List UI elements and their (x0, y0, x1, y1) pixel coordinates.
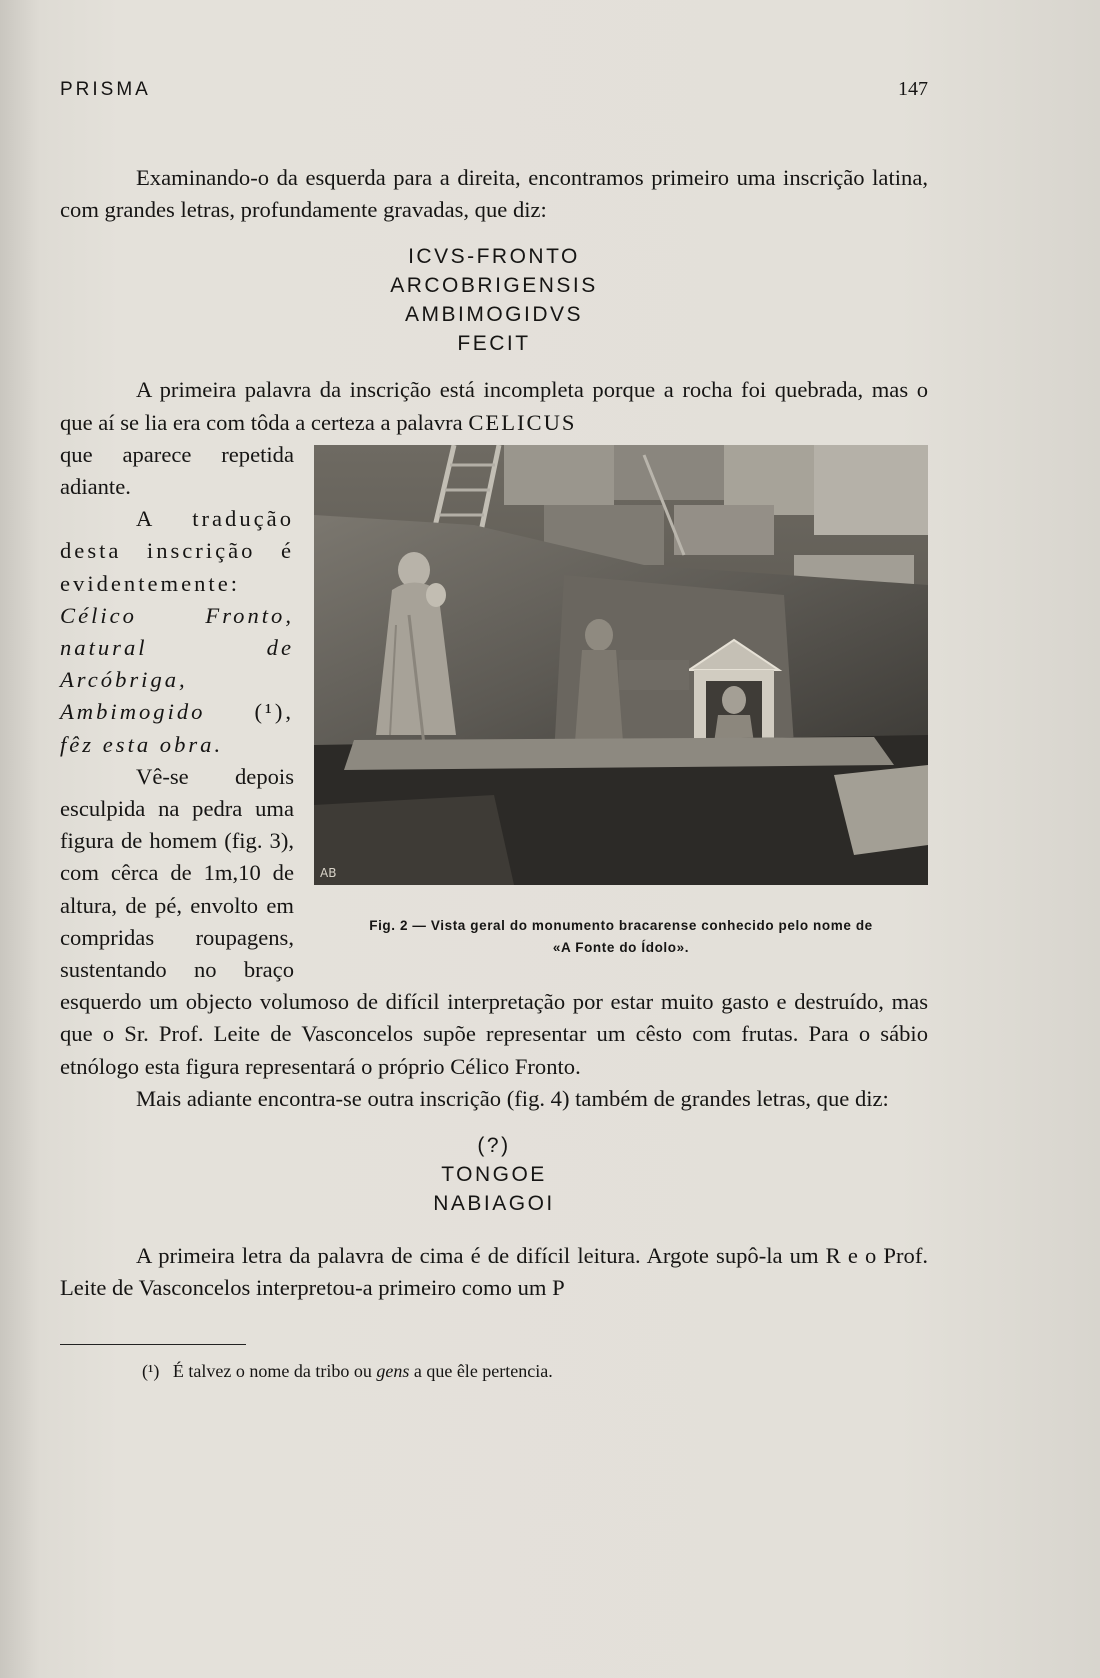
inscription-2-line: NABIAGOI (433, 1192, 555, 1216)
running-header (60, 78, 928, 101)
inscription-1-line: AMBIMOGIDVS (404, 303, 584, 327)
figure-caption-line: «A Fonte do Ídolo». (552, 939, 690, 955)
paragraph-3: A tradução desta inscrição é evidentemente: Célico Fronto, natural de Arcóbriga, Ambimogido (¹), fêz esta obra. (60, 506, 294, 757)
paragraph-2-text: A primeira palavra da inscrição está incompleta porque a rocha foi quebrada, mas o que aí se lia era com tôda a certeza a palavra (60, 377, 928, 435)
figure-caption (314, 915, 928, 959)
paragraph-3-end: fêz esta obra. (60, 731, 224, 757)
inscription-1-line: ARCOBRIGENSIS (390, 274, 598, 298)
paragraph-2-continued: que aparece repetida adiante. (60, 441, 294, 500)
footnote-text: É talvez o nome da tribo ou (172, 1361, 372, 1382)
figure-wrap-section (60, 374, 928, 1082)
paragraph-5: Mais adiante encontra-se outra inscrição (fig. 4) também de grandes letras, que diz: (136, 1085, 889, 1111)
running-title: PRISMA (60, 79, 151, 100)
figure-2 (314, 445, 928, 959)
footnote-reference: (¹) (254, 699, 286, 725)
paragraph-3-translation: Célico Fronto, natural de Arcóbriga, Ambimogido (60, 602, 294, 725)
figure-caption-line: Fig. 2 — Vista geral do monumento bracarense conhecido pelo nome de (369, 917, 873, 933)
inscription-2-line: TONGOE (441, 1163, 547, 1187)
photo-monogram: AB (320, 865, 337, 880)
paragraph-2 (60, 374, 928, 438)
monument-photo-drawing (314, 445, 928, 885)
footnote-marker: (¹) (142, 1361, 160, 1382)
page-number: 147 (898, 78, 928, 100)
paragraph-4: Vê-se depois esculpida na pedra uma figura de homem (fig. 3), com cêrca de 1m,10 de altura, de pé, envolto em compridas roupagens, sustentando no braço esquerdo um objecto volumoso de difícil interpretação por estar muito gasto e destruído, mas que o Sr. Prof. Leite de Vasconcelos supõe representar um cêsto com frutas. Para o sábio etnólogo esta figura representará o próprio Célico Fronto. (60, 763, 928, 1079)
inscription-2-line: (?) (477, 1134, 511, 1158)
footnote (60, 1359, 928, 1383)
footnote-italic: gens (376, 1361, 410, 1382)
paragraph-2-word: CELICUS (468, 409, 577, 435)
page-body (60, 162, 928, 1383)
footnote-text-end: a que êle pertencia. (413, 1361, 553, 1382)
inscription-1-line: FECIT (457, 332, 531, 356)
paragraph-1: Examinando-o da esquerda para a direita, encontramos primeiro uma inscrição latina, com grandes letras, profundamente gravadas, que diz: (60, 165, 928, 223)
inscription-1-line: ICVS-FRONTO (408, 245, 580, 269)
inscription-1 (60, 242, 928, 358)
monument-photo (314, 445, 928, 885)
inscription-2 (60, 1131, 928, 1218)
footnote-divider (60, 1344, 246, 1345)
paragraph-3-intro: A tradução desta inscrição é evidentemente: (60, 506, 294, 596)
paragraph-6: A primeira letra da palavra de cima é de difícil leitura. Argote supô-la um R e o Prof. Leite de Vasconcelos interpretou-a primeiro como um P (60, 1243, 928, 1301)
